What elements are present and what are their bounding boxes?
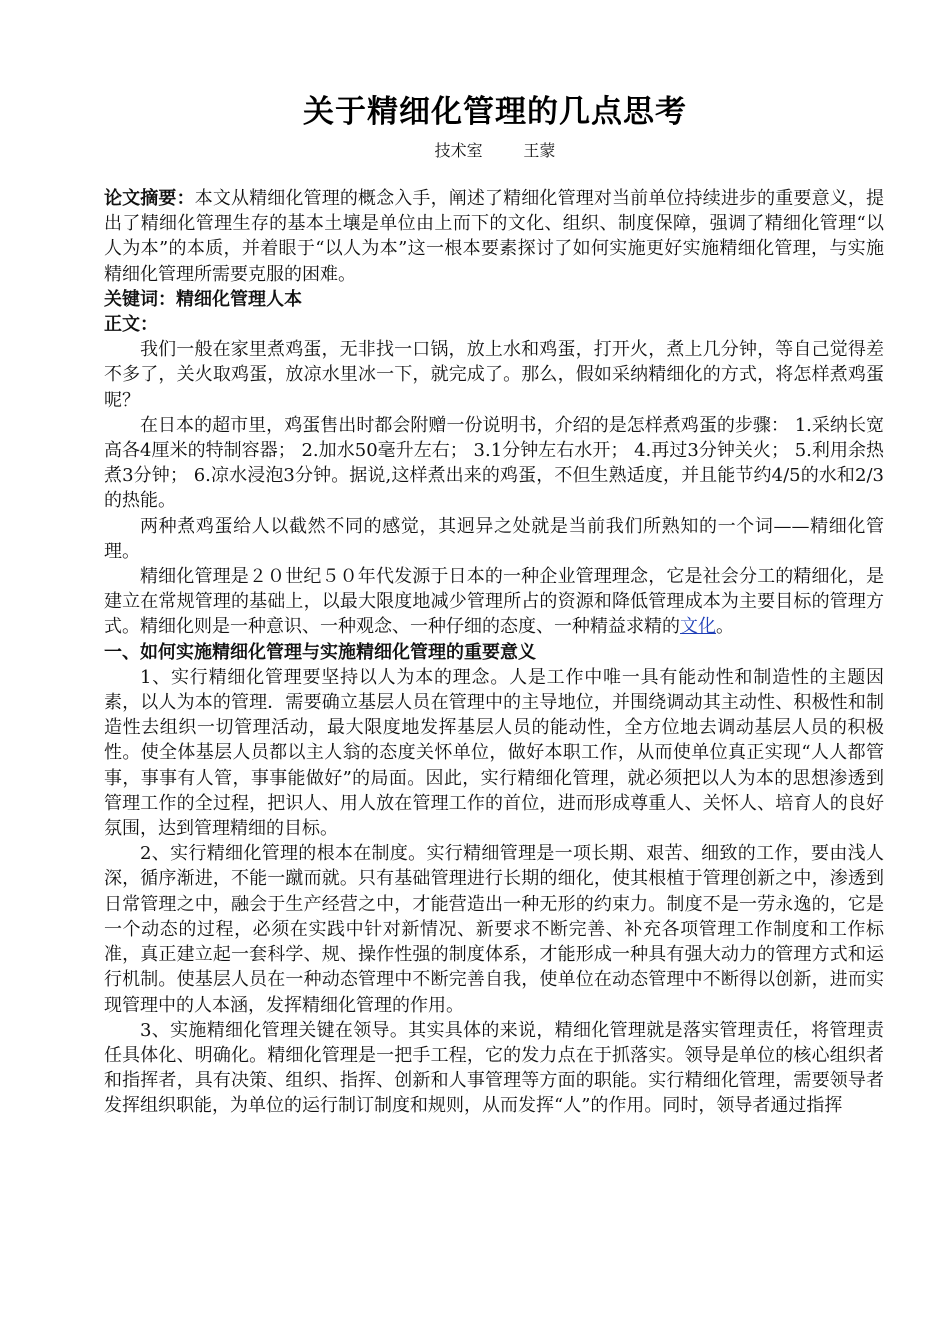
section-paragraph-2: 2、实行精细化管理的根本在制度。实行精细管理是一项长期、艰苦、细致的工作，要由浅人深，循序渐进，不能一蹴而就。只有基础管理进行长期的细化，使其根植于管理创新之中，渗透到日常管理之中，融会于生产经营之中，才能营造出一种无形的约束力。制度不是一劳永逸的，它是一个动态的过程，必须在实践中针对新情况、新要求不断完善、补充各项管理工作制度和工作标准，真正建立起一套科学、规、操作性强的制度体系，才能形成一种具有强大动力的管理方式和运行机制。使基层人员在一种动态管理中不断完善自我，使单位在动态管理中不断得以创新，进而实现管理中的人本涵，发挥精细化管理的作用。 [104,843,884,1016]
document-title: 关于精细化管理的几点思考 [303,94,687,130]
definition-end: 。 [716,616,734,638]
body-paragraph-2: 在日本的超市里，鸡蛋售出时都会附赠一份说明书，介绍的是怎样煮鸡蛋的步骤： 1.采纳长宽高各4厘米的特制容器； 2.加水50毫升左右； 3.1分钟左右水开； 4.再过3分钟关火； 5.利用余热煮3分钟； 6.凉水浸泡3分钟。据说,这样煮出来的鸡蛋，不但生熟适度，并且能节约4/5的水和2/3的热能。 [104,414,884,512]
abstract-label: 论文摘要： [104,188,195,209]
body-paragraph-1: 我们一般在家里煮鸡蛋，无非找一口锅，放上水和鸡蛋，打开火，煮上几分钟，等自己觉得差不多了，关火取鸡蛋，放凉水里冰一下，就完成了。那么，假如采纳精细化的方式，将怎样煮鸡蛋呢？ [104,339,884,411]
abstract-text: 本文从精细化管理的概念入手，阐述了精细化管理对当前单位持续进步的重要意义，提出了精细化管理生存的基本土壤是单位由上而下的文化、组织、制度保障，强调了精细化管理“以人为本”的本质，并着眼于“以人为本”这一根本要素探讨了如何实施更好实施精细化管理，与实施精细化管理所需要克服的困难。 [104,188,885,285]
definition-text: 精细化管理是２０世纪５０年代发源于日本的一种企业管理理念，它是社会分工的精细化，是建立在常规管理的基础上，以最大限度地减少管理所占的资源和降低管理成本为主要目标的管理方式。精细化则是一种意识、一种观念、一种仔细的态度、一种精益求精的 [104,566,884,638]
author-line: 技术室 王蒙 [434,141,556,160]
abstract-paragraph [104,186,884,287]
document-body [104,186,884,1119]
section-paragraph-3: 3、实施精细化管理关键在领导。其实具体的来说，精细化管理就是落实管理责任，将管理责任具体化、明确化。精细化管理是一把手工程，它的发力点在于抓落实。领导是单位的核心组织者和指挥者，具有决策、组织、指挥、创新和人事管理等方面的职能。实行精细化管理，需要领导者发挥组织职能，为单位的运行制订制度和规则，从而发挥“人”的作用。同时，领导者通过指挥 [104,1019,884,1117]
section-paragraph-1: 1、实行精细化管理要坚持以人为本的理念。人是工作中唯一具有能动性和制造性的主题因素，以人为本的管理．需要确立基层人员在管理中的主导地位，并围绕调动其主动性、积极性和制造性去组织一切管理活动，最大限度地发挥基层人员的能动性，全方位地去调动基层人员的积极性。使全体基层人员都以主人翁的态度关怀单位，做好本职工作，从而使单位真正实现“人人都管事，事事有人管，事事能做好”的局面。因此，实行精细化管理，就必须把以人为本的思想渗透到管理工作的全过程，把识人、用人放在管理工作的首位，进而形成尊重人、关怀人、培育人的良好氛围，达到管理精细的目标。 [104,666,884,840]
body-label: 正文： [104,314,158,336]
section-heading: 一、如何实施精细化管理与实施精细化管理的重要意义 [104,641,536,663]
culture-link[interactable]: 文化 [680,616,716,638]
definition-paragraph [104,564,884,640]
keywords-line: 关键词：精细化管理人本 [104,288,302,310]
body-paragraph-3: 两种煮鸡蛋给人以截然不同的感觉，其迥异之处就是当前我们所熟知的一个词——精细化管理。 [104,515,884,562]
